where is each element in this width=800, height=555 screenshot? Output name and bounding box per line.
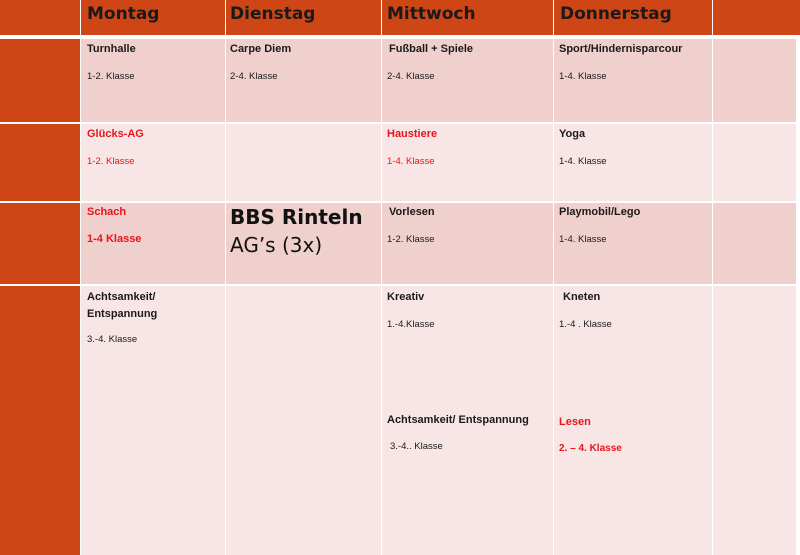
activity-title: Kneten [563,291,601,303]
activity-title: Lesen [559,416,591,428]
grade-label: 1.-4.Klasse [387,319,435,330]
cell-donnerstag-4 [559,290,622,456]
cell-montag-2 [87,127,144,168]
sidebar-block [0,39,80,122]
cell-mittwoch-1 [389,42,473,83]
grade-label: 1-4. Klasse [559,156,607,167]
cell-donnerstag-2 [559,127,607,168]
grade-label: 2-4. Klasse [387,71,435,82]
header-divider [712,0,713,35]
activity-title-line1: Achtsamkeit/ [87,291,156,303]
grade-label: 3.-4.. Klasse [390,441,443,452]
activity-title: Fußball + Spiele [389,43,474,55]
activity-title: Haustiere [387,128,438,140]
header-montag: Montag [87,4,160,24]
cell-montag-4 [87,290,157,346]
feature-subtitle: AG’s (3x) [230,233,323,257]
header-divider [553,0,554,35]
activity-title: Carpe Diem [230,43,292,55]
activity-title: Turnhalle [87,43,136,55]
header-divider [80,0,81,35]
feature-title: BBS Rinteln [230,205,363,229]
header-dienstag: Dienstag [230,4,316,24]
header-divider [225,0,226,35]
activity-title: Achtsamkeit/ Entspannung [387,414,529,426]
activity-title: Kreativ [387,291,425,303]
sidebar-block [0,286,80,555]
grade-label: 1-2. Klasse [87,156,135,167]
grade-label: 2-4. Klasse [230,71,278,82]
grade-label: 2. – 4. Klasse [559,443,622,454]
activity-title: Playmobil/Lego [559,206,641,218]
cell-dienstag-1 [230,42,291,83]
cell-donnerstag-3 [559,205,640,246]
activity-title: Glücks-AG [87,128,144,140]
column-divider [381,39,382,555]
grade-label: 3.-4. Klasse [87,334,138,345]
cell-mittwoch-4 [387,290,529,453]
column-divider [553,39,554,555]
cell-donnerstag-1 [559,42,682,83]
cell-montag-1 [87,42,136,83]
header-donnerstag: Donnerstag [560,4,672,24]
activity-title-line2: Entspannung [87,308,158,320]
activity-title: Vorlesen [389,206,435,218]
grade-label: 1-2. Klasse [87,71,135,82]
activity-title: Yoga [559,128,586,140]
grade-label: 1-4. Klasse [559,234,607,245]
column-divider [712,39,713,555]
sidebar-block [0,203,80,284]
activity-title: Schach [87,206,127,218]
activity-title: Sport/Hindernisparcour [559,43,683,55]
header-divider [381,0,382,35]
column-divider [225,39,226,555]
grade-label: 1-4. Klasse [559,71,607,82]
table-row [81,203,796,284]
cell-montag-3 [87,205,141,247]
sidebar-block [0,124,80,201]
cell-dienstag-3 [230,205,363,257]
grade-label: 1-4. Klasse [387,156,435,167]
cell-mittwoch-2 [387,127,437,168]
cell-mittwoch-3 [389,205,435,246]
header-mittwoch: Mittwoch [387,4,476,24]
grade-label: 1-4 Klasse [87,233,142,245]
grade-label: 1-2. Klasse [387,234,435,245]
table-row [81,124,796,201]
grade-label: 1.-4 . Klasse [559,319,612,330]
